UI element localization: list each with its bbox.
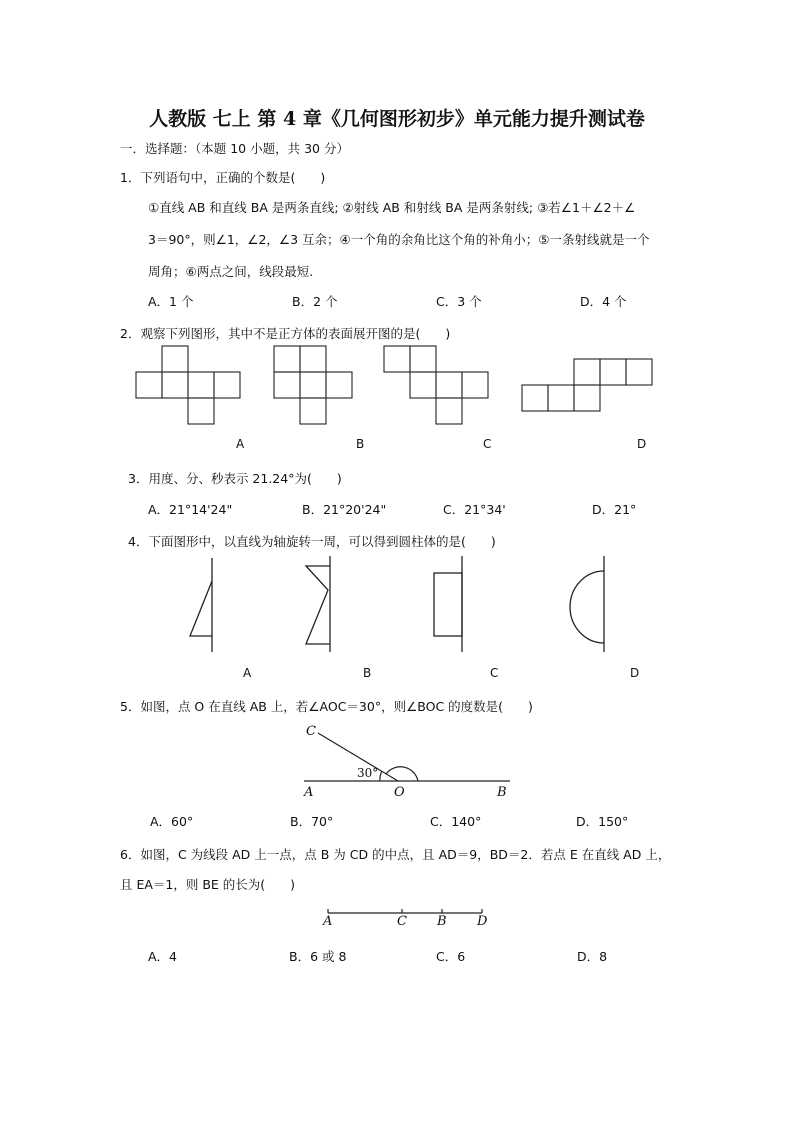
q2-label-d[interactable]: D <box>637 437 647 451</box>
q6-option-c[interactable]: C．6 <box>436 949 466 964</box>
q3-option-a[interactable]: A．21°14'24" <box>148 502 233 517</box>
q1-option-d[interactable]: D．4 个 <box>580 294 627 309</box>
q5-point-o: O <box>394 785 405 800</box>
q1-statement-line2: 3＝90°，则∠1，∠2，∠3 互余；④一个角的余角比这个角的补角小；⑤一条射线就是一个 <box>148 232 650 247</box>
q6-point-c: C <box>397 914 407 929</box>
q1-statement-line1: ①直线 AB 和直线 BA 是两条直线; ②射线 AB 和射线 BA 是两条射线; ③若∠1＋∠2＋∠ <box>148 200 636 215</box>
q6-point-b: B <box>437 914 447 929</box>
q6-stem-line2: 且 EA＝1，则 BE 的长为( ) <box>120 877 296 892</box>
q5-stem: 5．如图，点 O 在直线 AB 上，若∠AOC＝30°，则∠BOC 的度数是( ) <box>120 699 533 714</box>
q3-stem: 3．用度、分、秒表示 21.24°为( ) <box>128 471 342 486</box>
q2-label-a[interactable]: A <box>236 437 245 451</box>
q6-stem-line1: 6．如图，C 为线段 AD 上一点，点 B 为 CD 的中点，且 AD＝9，BD＝2．若点 E 在直线 AD 上， <box>120 847 671 862</box>
q3-option-b[interactable]: B．21°20'24" <box>302 502 387 517</box>
q5-point-a: A <box>304 785 314 800</box>
q4-stem: 4．下面图形中，以直线为轴旋转一周，可以得到圆柱体的是( ) <box>128 534 496 549</box>
q1-option-b[interactable]: B．2 个 <box>292 294 338 309</box>
q5-option-b[interactable]: B．70° <box>290 814 334 829</box>
q6-option-b[interactable]: B．6 或 8 <box>289 949 347 964</box>
q5-option-d[interactable]: D．150° <box>576 814 629 829</box>
q4-label-c[interactable]: C <box>490 666 499 680</box>
q2-stem: 2．观察下列图形，其中不是正方体的表面展开图的是( ) <box>120 326 451 341</box>
q1-stem: 1．下列语句中，正确的个数是( ) <box>120 170 326 185</box>
q5-angle-label: 30° <box>357 766 379 780</box>
q4-label-d[interactable]: D <box>630 666 640 680</box>
q6-point-a: A <box>323 914 333 929</box>
section-heading: 一．选择题：（本题 10 小题，共 30 分） <box>120 141 349 156</box>
page-title: 人教版 七上 第 4 章《几何图形初步》单元能力提升测试卷 <box>149 108 645 130</box>
q4-label-b[interactable]: B <box>363 666 372 680</box>
q1-option-a[interactable]: A．1 个 <box>148 294 194 309</box>
q5-option-c[interactable]: C．140° <box>430 814 482 829</box>
q5-point-b: B <box>497 785 507 800</box>
q1-statement-line3: 周角；⑥两点之间，线段最短. <box>148 264 314 279</box>
q5-point-c: C <box>306 724 316 739</box>
q6-point-d: D <box>477 914 488 929</box>
q3-option-d[interactable]: D．21° <box>592 502 637 517</box>
q6-option-d[interactable]: D．8 <box>577 949 608 964</box>
q1-option-c[interactable]: C．3 个 <box>436 294 482 309</box>
q4-label-a[interactable]: A <box>243 666 252 680</box>
q5-option-a[interactable]: A．60° <box>150 814 194 829</box>
q6-option-a[interactable]: A．4 <box>148 949 178 964</box>
q2-label-b[interactable]: B <box>356 437 365 451</box>
q2-label-c[interactable]: C <box>483 437 492 451</box>
q3-option-c[interactable]: C．21°34' <box>443 502 506 517</box>
